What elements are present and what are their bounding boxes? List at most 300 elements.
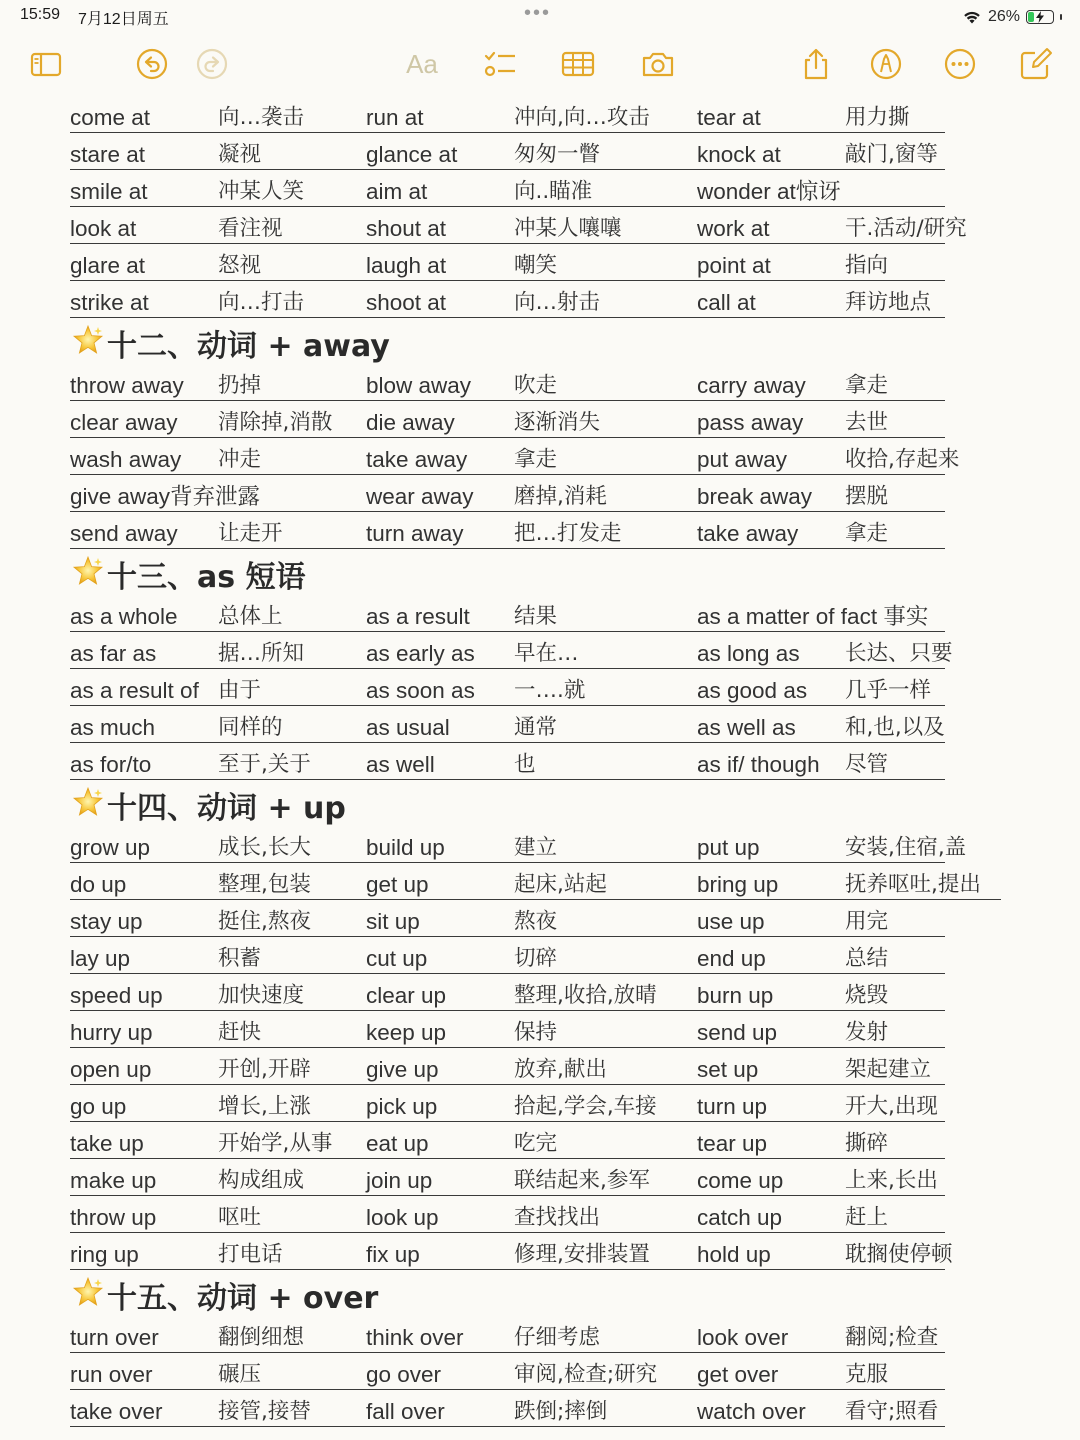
phrase-english: die away (366, 410, 455, 435)
phrase-english: grow up (70, 835, 151, 860)
phrase-pair[interactable] (697, 834, 967, 863)
phrase-chinese: 联结起来,参军 (514, 1168, 650, 1193)
phrase-english: ring up (70, 1242, 139, 1267)
phrase-pair[interactable] (70, 603, 366, 632)
phrase-pair[interactable] (70, 714, 366, 743)
phrase-pair[interactable] (366, 215, 697, 244)
notes-toolbar (0, 44, 1080, 88)
phrase-pair[interactable] (697, 1167, 945, 1196)
phrase-pair[interactable] (70, 871, 366, 900)
phrase-pair[interactable] (697, 215, 967, 244)
phrase-chinese: 怒视 (218, 253, 262, 278)
phrase-pair[interactable] (697, 1093, 945, 1122)
phrase-english: go over (366, 1362, 442, 1387)
phrase-chinese: 增长,上涨 (218, 1094, 311, 1119)
phrase-pair[interactable] (697, 640, 953, 669)
phrase-chinese: 烧毁 (845, 983, 889, 1008)
phrase-english: speed up (70, 983, 163, 1008)
phrase-chinese: 打电话 (218, 1242, 283, 1267)
phrase-pair[interactable] (366, 1056, 697, 1085)
phrase-chinese: 吹走 (514, 373, 558, 398)
redo-button[interactable] (192, 44, 232, 84)
phrase-english: as early as (366, 641, 475, 666)
phrase-english: burn up (697, 983, 774, 1008)
compose-icon (1019, 47, 1053, 81)
phrase-english: pick up (366, 1094, 438, 1119)
phrase-english: hurry up (70, 1020, 153, 1045)
phrase-english: turn up (697, 1094, 768, 1119)
phrase-row (0, 1159, 1080, 1196)
phrase-english: point at (697, 253, 771, 278)
phrase-pair[interactable] (366, 751, 697, 780)
phrase-pair[interactable] (366, 1398, 697, 1427)
phrase-chinese: 和,也,以及 (845, 715, 945, 740)
phrase-chinese: 清除掉,消散 (218, 410, 333, 435)
phrase-chinese: 整理,收拾,放晴 (514, 983, 657, 1008)
phrase-chinese: 用完 (845, 909, 889, 934)
phrase-english: use up (697, 909, 765, 934)
phrase-english: shout at (366, 216, 447, 241)
phrase-english: stay up (70, 909, 143, 934)
phrase-chinese: 翻倒细想 (218, 1325, 305, 1350)
phrase-row (0, 1233, 1080, 1270)
phrase-chinese: 通常 (514, 715, 558, 740)
phrase-english: call at (697, 290, 756, 315)
phrase-chinese: 构成组成 (218, 1168, 305, 1193)
phrase-pair[interactable] (70, 289, 366, 318)
phrase-chinese: 磨掉,消耗 (514, 484, 607, 509)
phrase-chinese: 赶快 (218, 1020, 262, 1045)
phrase-pair[interactable] (697, 1204, 945, 1233)
phrase-chinese: 用力撕 (845, 105, 910, 130)
phrase-pair[interactable] (366, 603, 697, 632)
phrase-english: think over (366, 1325, 464, 1350)
charging-bolt-icon (1035, 11, 1045, 23)
phrase-chinese: 凝视 (218, 142, 262, 167)
phrase-pair[interactable] (697, 372, 945, 401)
phrase-pair[interactable] (366, 945, 697, 974)
phrase-chinese: 冲向,向…攻击 (514, 105, 650, 130)
note-body[interactable] (0, 96, 1080, 1427)
table-button[interactable] (558, 44, 598, 84)
phrase-pair[interactable] (70, 1056, 366, 1085)
phrase-chinese: 冲某人嚷嚷 (514, 216, 622, 241)
phrase-english: eat up (366, 1131, 429, 1156)
phrase-chinese: 跌倒;摔倒 (514, 1399, 608, 1424)
phrase-english: take over (70, 1399, 163, 1424)
phrase-pair[interactable] (70, 908, 366, 937)
phrase-chinese: 尽管 (845, 752, 889, 777)
phrase-chinese: 加快速度 (218, 983, 305, 1008)
phrase-english: run over (70, 1362, 153, 1387)
phrase-row (0, 706, 1080, 743)
phrase-chinese: 呕吐 (218, 1205, 262, 1230)
phrase-english: get up (366, 872, 429, 897)
phrase-pair[interactable] (70, 104, 366, 133)
phrase-chinese: 保持 (514, 1020, 558, 1045)
phrase-pair[interactable] (366, 289, 697, 318)
phrase-english: keep up (366, 1020, 447, 1045)
phrase-pair[interactable] (366, 446, 697, 475)
phrase-chinese: 熬夜 (514, 909, 558, 934)
phrase-chinese: 放弃,献出 (514, 1057, 607, 1082)
phrase-pair[interactable] (70, 1167, 366, 1196)
phrase-row (0, 133, 1080, 170)
phrase-pair[interactable] (697, 409, 945, 438)
phrase-english: put up (697, 835, 760, 860)
battery-percent: 26% (987, 8, 1020, 25)
phrase-english: join up (366, 1168, 433, 1193)
phrase-pair[interactable] (366, 1130, 697, 1159)
phrase-row (0, 475, 1080, 512)
phrase-row (0, 364, 1080, 401)
phrase-pair[interactable] (697, 677, 945, 706)
sidebar-icon (29, 47, 63, 81)
status-date: 7月12日周五 (78, 11, 169, 28)
phrase-pair[interactable] (697, 1241, 953, 1270)
phrase-chinese: 克服 (845, 1362, 889, 1387)
phrase-chinese: 由于 (218, 678, 262, 703)
phrase-pair[interactable] (697, 104, 945, 133)
phrase-row (0, 401, 1080, 438)
phrase-pair[interactable] (70, 640, 366, 669)
phrase-english: aim at (366, 179, 428, 204)
phrase-english: knock at (697, 142, 781, 167)
phrase-english: pass away (697, 410, 804, 435)
phrase-chinese: 向…打击 (218, 290, 305, 315)
phrase-pair[interactable] (70, 141, 366, 170)
phrase-chinese: 查找找出 (514, 1205, 601, 1230)
share-icon (799, 47, 833, 81)
phrase-english: take up (70, 1131, 144, 1156)
phrase-chinese: 上来,长出 (845, 1168, 938, 1193)
phrase-pair[interactable] (70, 751, 366, 780)
phrase-pair[interactable] (366, 141, 697, 170)
phrase-english: put away (697, 447, 788, 472)
phrase-english: tear at (697, 105, 761, 130)
phrase-english: send away (70, 521, 178, 546)
phrase-chinese: 看守;照看 (845, 1399, 939, 1424)
phrase-pair[interactable] (70, 982, 366, 1011)
battery-cap (1060, 14, 1062, 20)
phrase-english: as a result (366, 604, 470, 629)
checklist-button[interactable] (480, 44, 520, 84)
phrase-pair[interactable] (697, 141, 945, 170)
phrase-chinese: 逐渐消失 (514, 410, 601, 435)
phrase-row (0, 632, 1080, 669)
phrase-english: do up (70, 872, 127, 897)
phrase-english: as far as (70, 641, 157, 666)
phrase-pair[interactable] (697, 178, 945, 207)
phrase-pair[interactable] (366, 871, 697, 900)
phrase-english: throw away (70, 373, 184, 398)
compose-button[interactable] (1016, 44, 1056, 84)
section-heading-text: 十三、as 短语 (107, 560, 306, 595)
phrase-english: as soon as (366, 678, 475, 703)
phrase-chinese: 赶上 (845, 1205, 889, 1230)
star-icon (72, 786, 104, 818)
text-format-icon: Aa (406, 48, 438, 79)
phrase-pair[interactable] (70, 1204, 366, 1233)
phrase-english: wash away (70, 447, 182, 472)
phrase-chinese: 拜访地点 (845, 290, 932, 315)
phrase-pair[interactable] (697, 520, 945, 549)
phrase-pair[interactable] (697, 1019, 945, 1048)
phrase-english: as usual (366, 715, 450, 740)
phrase-chinese: 同样的 (218, 715, 283, 740)
phrase-english: throw up (70, 1205, 157, 1230)
phrase-row (0, 170, 1080, 207)
phrase-english: as a matter of fact 事实 (697, 604, 929, 629)
phrase-pair[interactable] (697, 252, 945, 281)
phrase-chinese: 冲某人笑 (218, 179, 305, 204)
phrase-chinese: 碾压 (218, 1362, 262, 1387)
phrase-chinese: 仔细考虑 (514, 1325, 601, 1350)
multitasking-dots[interactable]: ••• (524, 2, 552, 24)
phrase-chinese: 抚养呕吐,提出 (845, 872, 981, 897)
phrase-pair[interactable] (70, 483, 366, 512)
markup-button[interactable] (866, 44, 906, 84)
phrase-chinese: 把…打发走 (514, 521, 622, 546)
phrase-pair[interactable] (70, 677, 366, 706)
phrase-english: strike at (70, 290, 149, 315)
phrase-pair[interactable] (70, 1093, 366, 1122)
phrase-row (0, 1316, 1080, 1353)
phrase-english: work at (697, 216, 770, 241)
phrase-english: break away (697, 484, 813, 509)
phrase-english: make up (70, 1168, 157, 1193)
phrase-pair[interactable] (697, 751, 945, 780)
phrase-pair[interactable] (697, 945, 945, 974)
phrase-pair[interactable] (697, 1056, 945, 1085)
phrase-english: clear away (70, 410, 178, 435)
section-heading-text: 十四、动词 + up (107, 791, 346, 826)
phrase-pair[interactable] (366, 1093, 697, 1122)
phrase-chinese: 向..瞄准 (514, 179, 593, 204)
phrase-english: blow away (366, 373, 472, 398)
phrase-english: as a result of (70, 678, 199, 703)
phrase-chinese: 切碎 (514, 946, 558, 971)
phrase-chinese: 也 (514, 752, 536, 777)
phrase-english: laugh at (366, 253, 447, 278)
phrase-chinese: 翻阅;检查 (845, 1325, 939, 1350)
section-heading-text: 十二、动词 + away (107, 329, 390, 364)
phrase-pair[interactable] (366, 104, 697, 133)
phrase-row (0, 863, 1080, 900)
phrase-english: go up (70, 1094, 127, 1119)
phrase-pair[interactable] (697, 908, 945, 937)
phrase-pair[interactable] (366, 908, 697, 937)
phrase-pair[interactable] (697, 289, 945, 318)
phrase-english: take away (366, 447, 468, 472)
phrase-row (0, 96, 1080, 133)
phrase-row (0, 281, 1080, 318)
phrase-english: turn over (70, 1325, 159, 1350)
phrase-pair[interactable] (70, 409, 366, 438)
phrase-pair[interactable] (366, 483, 697, 512)
phrase-pair[interactable] (366, 1019, 697, 1048)
phrase-pair[interactable] (366, 982, 697, 1011)
phrase-english: end up (697, 946, 766, 971)
phrase-pair[interactable] (70, 1019, 366, 1048)
section-heading (0, 1270, 1080, 1316)
phrase-pair[interactable] (70, 1130, 366, 1159)
phrase-chinese: 开大,出现 (845, 1094, 938, 1119)
phrase-row (0, 826, 1080, 863)
phrase-pair[interactable] (697, 1398, 945, 1427)
phrase-english: as for/to (70, 752, 152, 777)
section-heading-text: 十五、动词 + over (107, 1281, 379, 1316)
phrase-row (0, 1353, 1080, 1390)
undo-button[interactable] (132, 44, 172, 84)
phrase-pair[interactable] (366, 1204, 697, 1233)
phrase-pair[interactable] (70, 520, 366, 549)
phrase-row (0, 1011, 1080, 1048)
phrase-row (0, 1122, 1080, 1159)
phrase-chinese: 总结 (845, 946, 889, 971)
phrase-pair[interactable] (697, 1324, 945, 1353)
phrase-chinese: 长达、只要 (845, 641, 953, 666)
phrase-english: glare at (70, 253, 146, 278)
phrase-chinese: 据…所知 (218, 641, 305, 666)
phrase-pair[interactable] (70, 252, 366, 281)
phrase-english: hold up (697, 1242, 771, 1267)
phrase-pair[interactable] (366, 1241, 697, 1270)
phrase-english: fall over (366, 1399, 445, 1424)
phrase-row (0, 1085, 1080, 1122)
phrase-pair[interactable] (697, 1130, 945, 1159)
phrase-row (0, 974, 1080, 1011)
phrase-pair[interactable] (697, 1361, 945, 1390)
phrase-english: as good as (697, 678, 808, 703)
phrase-chinese: 发射 (845, 1020, 889, 1045)
status-time: 15:59 (20, 6, 61, 23)
phrase-english: get over (697, 1362, 779, 1387)
phrase-pair[interactable] (697, 483, 945, 512)
battery-icon (1026, 10, 1054, 24)
phrase-english: cut up (366, 946, 428, 971)
phrase-pair[interactable] (697, 603, 945, 632)
phrase-row (0, 1196, 1080, 1233)
phrase-row (0, 595, 1080, 632)
phrase-chinese: 至于,关于 (218, 752, 311, 777)
phrase-pair[interactable] (366, 1361, 697, 1390)
phrase-english: take away (697, 521, 799, 546)
phrase-pair[interactable] (70, 1324, 366, 1353)
phrase-chinese: 拿走 (514, 447, 558, 472)
phrase-pair[interactable] (70, 215, 366, 244)
phrase-chinese: 一….就 (514, 678, 586, 703)
phrase-chinese: 拾起,学会,车接 (514, 1094, 657, 1119)
redo-icon (195, 47, 229, 81)
phrase-chinese: 摆脱 (845, 484, 889, 509)
phrase-pair[interactable] (366, 1324, 697, 1353)
phrase-pair[interactable] (70, 372, 366, 401)
phrase-english: look up (366, 1205, 439, 1230)
star-icon (72, 555, 104, 587)
phrase-pair[interactable] (366, 834, 697, 863)
phrase-row (0, 669, 1080, 706)
section-heading (0, 780, 1080, 826)
phrase-pair[interactable] (366, 520, 697, 549)
text-format-button[interactable] (398, 44, 446, 84)
phrase-pair[interactable] (70, 1398, 366, 1427)
phrase-english: fix up (366, 1242, 420, 1267)
phrase-english: send up (697, 1020, 778, 1045)
table-icon (561, 47, 595, 81)
phrase-pair[interactable] (366, 1167, 697, 1196)
phrase-chinese: 几乎一样 (845, 678, 932, 703)
phrase-pair[interactable] (70, 945, 366, 974)
sidebar-toggle-button[interactable] (26, 44, 66, 84)
phrase-chinese: 收拾,存起来 (845, 447, 960, 472)
phrase-chinese: 嘲笑 (514, 253, 558, 278)
phrase-pair[interactable] (70, 1241, 366, 1270)
phrase-pair[interactable] (70, 446, 366, 475)
phrase-chinese: 修理,安排装置 (514, 1242, 650, 1267)
more-button[interactable] (940, 44, 980, 84)
star-icon (72, 1276, 104, 1308)
phrase-chinese: 起床,站起 (514, 872, 607, 897)
checklist-icon (483, 47, 517, 81)
phrase-chinese: 架起建立 (845, 1057, 932, 1082)
phrase-pair[interactable] (697, 714, 945, 743)
camera-button[interactable] (638, 44, 678, 84)
phrase-english: as long as (697, 641, 800, 666)
section-heading (0, 549, 1080, 595)
phrase-pair[interactable] (70, 178, 366, 207)
phrase-pair[interactable] (70, 834, 366, 863)
phrase-pair[interactable] (366, 640, 697, 669)
phrase-chinese: 耽搁使停顿 (845, 1242, 953, 1267)
share-button[interactable] (796, 44, 836, 84)
phrase-english: as well (366, 752, 435, 777)
phrase-pair[interactable] (697, 982, 945, 1011)
phrase-chinese: 向…袭击 (218, 105, 305, 130)
phrase-english: as a whole (70, 604, 178, 629)
camera-icon (641, 47, 675, 81)
phrase-row (0, 244, 1080, 281)
phrase-chinese: 安装,住宿,盖 (845, 835, 967, 860)
phrase-english: clear up (366, 983, 447, 1008)
phrase-pair[interactable] (366, 714, 697, 743)
phrase-english: tear up (697, 1131, 768, 1156)
phrase-english: give up (366, 1057, 439, 1082)
phrase-english: look over (697, 1325, 789, 1350)
phrase-pair[interactable] (697, 871, 1001, 900)
phrase-english: as much (70, 715, 156, 740)
phrase-chinese: 整理,包装 (218, 872, 311, 897)
phrase-pair[interactable] (70, 1361, 366, 1390)
phrase-pair[interactable] (366, 252, 697, 281)
phrase-english: come at (70, 105, 151, 130)
phrase-english: bring up (697, 872, 779, 897)
phrase-english: come up (697, 1168, 784, 1193)
markup-icon (869, 47, 903, 81)
phrase-pair[interactable] (697, 446, 960, 475)
phrase-pair[interactable] (366, 677, 697, 706)
phrase-chinese: 拿走 (845, 521, 889, 546)
phrase-chinese: 开始学,从事 (218, 1131, 333, 1156)
phrase-chinese: 审阅,检查;研究 (514, 1362, 658, 1387)
phrase-row (0, 1048, 1080, 1085)
phrase-pair[interactable] (366, 409, 697, 438)
phrase-pair[interactable] (366, 178, 697, 207)
phrase-chinese: 撕碎 (845, 1131, 889, 1156)
phrase-pair[interactable] (366, 372, 697, 401)
phrase-chinese: 敲门,窗等 (845, 142, 938, 167)
phrase-english: run at (366, 105, 424, 130)
